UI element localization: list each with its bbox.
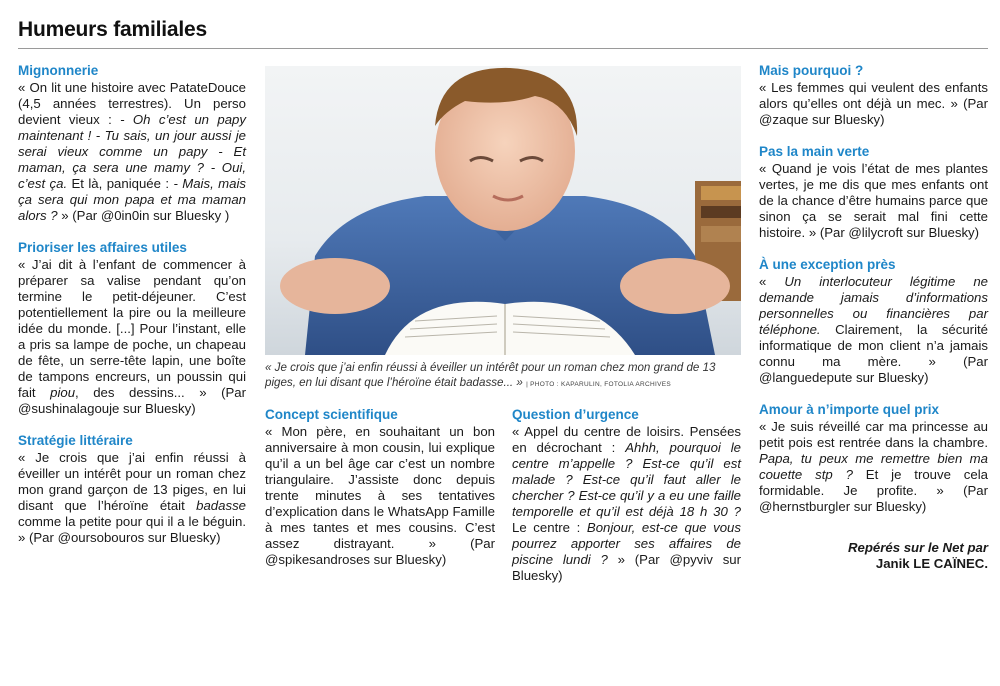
italic-quote: - Oh c’est un papy maintenant ! - Tu sais, un jour aussi je serai vieux comme un papy - Et maman, ça sera une mamy ? - Oui, c’est ça. xyxy=(18,112,246,191)
photo-caption xyxy=(265,360,741,392)
signature-name: Janik LE CAÏNEC. xyxy=(875,556,988,571)
section-body xyxy=(759,419,988,515)
section-mignonnerie xyxy=(18,62,246,224)
quote-text: « Je suis réveillé car ma princesse au petit pois est rentrée dans la chambre. xyxy=(759,419,988,450)
section-strategie xyxy=(18,432,246,546)
photo-credit: | PHOTO : KAPARULIN, FOTOLIA ARCHIVES xyxy=(526,381,672,388)
quote-text: » (Par @pyviv sur Bluesky) xyxy=(512,552,742,583)
section-title: À une exception près xyxy=(759,257,896,272)
author-signature xyxy=(759,540,988,572)
quote-text: « Les femmes qui veulent des enfants alors qu’elles ont déjà un mec. » (Par @zaque sur Bluesky) xyxy=(759,80,988,127)
section-title: Stratégie littéraire xyxy=(18,433,133,448)
quote-text: Clairement, la sécurité informatique de mon client n’a jamais connu ma mère. » (Par @languedepute sur Bluesky) xyxy=(759,322,988,385)
quote-text: Et là, paniquée : xyxy=(67,176,174,191)
section-prioriser xyxy=(18,239,246,417)
title-rule xyxy=(18,48,988,49)
signature-credit: Repérés sur le Net par xyxy=(848,540,988,555)
section-title: Question d’urgence xyxy=(512,407,639,422)
section-body xyxy=(759,161,988,241)
italic-quote: Ahhh, pourquoi le centre m’appelle ? Est-ce qu’il est malade ? Est-ce qu’il faut aller le chercher ? Est-ce qu’il y a eu une faille temporelle et qu’il est déjà 18 h 30 ? xyxy=(512,440,741,519)
column-1 xyxy=(18,62,246,561)
page-title: Humeurs familiales xyxy=(18,18,207,41)
photo-boy-reading xyxy=(265,66,741,355)
quote-text: « xyxy=(759,274,785,289)
column-4 xyxy=(759,62,988,530)
section-title: Mignonnerie xyxy=(18,63,99,78)
column-3 xyxy=(512,406,741,599)
caption-text: « Je crois que j’ai enfin réussi à éveiller un intérêt pour un roman chez mon grand de 13 piges, en lui disant que l’héroïne était badasse... » xyxy=(265,361,716,389)
section-title: Concept scientifique xyxy=(265,407,398,422)
quote-text: , des dessins... » (Par @sushinalagouje sur Bluesky) xyxy=(18,385,246,416)
section-body xyxy=(759,274,988,386)
section-title: Amour à n’importe quel prix xyxy=(759,402,940,417)
section-body xyxy=(18,257,246,417)
italic-quote: Un interlocuteur légitime ne demande jamais d’informations personnelles ou financières par téléphone. xyxy=(759,274,989,337)
quote-text: comme la petite pour qui il a le béguin. » (Par @oursobouros sur Bluesky) xyxy=(18,514,246,545)
italic-quote: Bonjour, est-ce que vous pourrez apporter ses affaires de piscine lundi ? xyxy=(512,520,741,567)
section-body xyxy=(759,80,988,128)
quote-text: « Je crois que j’ai enfin réussi à éveiller un intérêt pour un roman chez mon grand garçon de 13 piges, en lui disant que l’héroïne était xyxy=(18,450,246,513)
section-mais-pourquoi xyxy=(759,62,988,128)
italic-quote: badasse xyxy=(196,498,246,513)
quote-text: « J’ai dit à l’enfant de commencer à préparer sa valise pendant qu’on termine le petit-déjeuner. C’est potentiellement la pire ou la meilleure idée du monde. [...] Pour l’instant, elle a pris sa lampe de poche, un chapeau de fête, un serre-tête lapin, une boîte de tampons encreurs, un poussin qui fait xyxy=(18,257,246,400)
quote-text: « Appel du centre de loisirs. Pensées en décrochant : xyxy=(512,424,741,455)
section-main-verte xyxy=(759,143,988,241)
column-2 xyxy=(265,406,495,583)
section-body xyxy=(18,80,246,224)
section-question xyxy=(512,406,741,584)
quote-text: « Quand je vois l’état de mes plantes vertes, je me dis que mes enfants ont de la chance d’être humains parce que sinon ça se serait mal fini cette histoire. » (Par @lilycroft sur Bluesky) xyxy=(759,161,988,240)
quote-text: Et je trouve cela formidable. Je profite. » (Par @hernstburgler sur Bluesky) xyxy=(759,467,988,514)
quote-text: « Mon père, en souhaitant un bon anniversaire à mon cousin, lui explique qu’il a un bel âge car c’est un nombre triangulaire. J’assiste donc depuis trente minutes à ses tentatives d’explication dans le WhatsApp Famille à mes tantes et mes cousins. C’est assez distrayant. » (Par @spikesandroses sur Bluesky) xyxy=(265,424,495,567)
section-title: Prioriser les affaires utiles xyxy=(18,240,187,255)
section-amour xyxy=(759,401,988,515)
section-body xyxy=(512,424,741,584)
section-concept xyxy=(265,406,495,568)
quote-text: « On lit une histoire avec PatateDouce (4,5 années terrestres). Un perso devient vieux : xyxy=(18,80,246,127)
quote-text: Le centre : xyxy=(512,520,587,535)
section-body xyxy=(18,450,246,546)
section-title: Pas la main verte xyxy=(759,144,870,159)
italic-quote: - Mais, mais ça sera qui mon papa et ma maman alors ? xyxy=(18,176,246,223)
boy-reading-illustration xyxy=(265,66,741,355)
section-exception xyxy=(759,256,988,386)
italic-quote: piou xyxy=(50,385,76,400)
section-title: Mais pourquoi ? xyxy=(759,63,864,78)
section-body xyxy=(265,424,495,568)
quote-text: » (Par @0in0in sur Bluesky ) xyxy=(57,208,230,223)
italic-quote: Papa, tu peux me remettre bien ma couette stp ? xyxy=(759,451,988,482)
